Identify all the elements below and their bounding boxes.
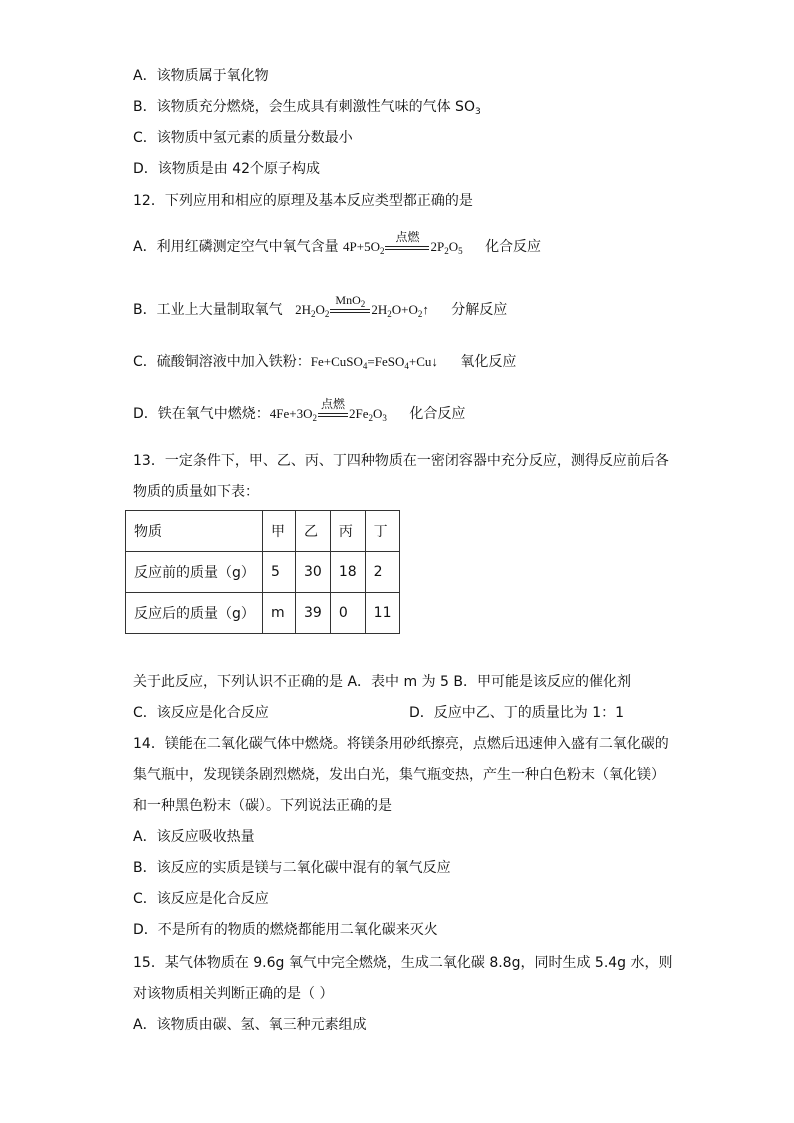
q13-option-d: D．反应中乙、丁的质量比为 1：1	[409, 705, 625, 721]
table-cell: m	[263, 593, 296, 634]
table-cell: 30	[296, 552, 331, 593]
q12-c-sub1: 4	[362, 361, 368, 371]
q12-c-type: 氧化反应	[460, 354, 517, 370]
up-arrow-icon: ↑	[422, 302, 429, 317]
q12-a-type: 化合反应	[485, 239, 542, 255]
q12-d-type: 化合反应	[409, 406, 466, 422]
q12-c-sub2: 4	[404, 361, 409, 371]
q12-b-right: 2H	[371, 302, 388, 317]
q11-option-c: C．该物质中氢元素的质量分数最小	[133, 130, 353, 146]
q12-b-equation	[295, 293, 429, 324]
mass-table	[125, 510, 400, 634]
q12-d-right: 2Fe	[349, 406, 369, 421]
table-header-row	[126, 511, 400, 552]
table-cell: 反应后的质量（g）	[126, 593, 263, 634]
q12-a-right: 2P	[430, 239, 445, 254]
q14-option-b: B．该反应的实质是镁与二氧化碳中混有的氧气反应	[133, 860, 451, 876]
q12-option-a	[133, 230, 542, 261]
q12-b-catalyst: MnO	[335, 293, 361, 308]
q12-option-b	[133, 293, 508, 324]
reaction-condition-sign	[385, 230, 429, 255]
q12-c-end: +Cu↓	[408, 354, 438, 369]
table-header-cell: 丁	[365, 511, 400, 552]
q12-d-left-sub: 2	[312, 413, 318, 423]
q12-option-c	[133, 352, 516, 376]
q12-a-label: A．利用红磷测定空气中氧气含量	[133, 239, 339, 255]
table-cell: 反应前的质量（g）	[126, 552, 263, 593]
table-row	[126, 593, 400, 634]
q11-option-d: D．该物质是由 42个原子构成	[133, 161, 321, 177]
q12-b-left-sub1: 2	[310, 309, 316, 319]
q12-b-right-rest: O+O	[391, 302, 418, 317]
q12-stem: 12．下列应用和相应的原理及基本反应类型都正确的是	[133, 193, 473, 209]
q12-b-right-sub2: 2	[417, 309, 423, 319]
table-row	[126, 552, 400, 593]
q11-option-a: A．该物质属于氧化物	[133, 68, 269, 84]
q11-option-b-text: B．该物质充分燃烧，会生成具有刺激性气味的气体 SO	[133, 99, 475, 115]
table-header-cell: 物质	[126, 511, 263, 552]
q13-stem-line2: 物质的质量如下表：	[133, 484, 259, 500]
q12-a-left: 4P+5O	[343, 239, 380, 254]
q12-d-right-sub2: 3	[382, 413, 387, 423]
q12-d-condition: 点燃	[321, 397, 346, 412]
table-cell: 11	[365, 593, 400, 634]
q12-d-equation	[269, 397, 387, 428]
q12-b-condition	[330, 290, 370, 314]
table-header-cell: 甲	[263, 511, 296, 552]
table-cell: 0	[330, 593, 365, 634]
table-cell: 5	[263, 552, 296, 593]
q12-d-label: D．铁在氧气中燃烧：	[133, 406, 270, 422]
q13-option-c: C．该反应是化合反应	[133, 705, 269, 721]
q14-stem-line3: 和一种黑色粉末（碳）。下列说法正确的是	[133, 798, 392, 814]
q12-c-equation	[311, 352, 438, 376]
q13-stem-line1: 13．一定条件下，甲、乙、丙、丁四种物质在一密闭容器中充分反应，测得反应前后各	[133, 453, 669, 469]
q12-a-equation	[343, 230, 463, 261]
q12-d-left: 4Fe+3O	[269, 406, 313, 421]
q12-c-label: C．硫酸铜溶液中加入铁粉：	[133, 354, 311, 370]
q15-option-a: A．该物质由碳、氢、氧三种元素组成	[133, 1017, 367, 1033]
q12-option-d	[133, 397, 466, 428]
q13-after-line: 关于此反应，下列认识不正确的是 A．表中 m 为 5 B．甲可能是该反应的催化剂	[133, 674, 631, 690]
q12-b-left-sub2: 2	[324, 309, 330, 319]
reaction-condition-sign	[330, 293, 370, 318]
q12-b-left-o: O	[315, 302, 325, 317]
q15-stem-line2: 对该物质相关判断正确的是（ ）	[133, 986, 334, 1002]
table-cell: 39	[296, 593, 331, 634]
q12-d-right-sub1: 2	[368, 413, 374, 423]
q14-option-d: D．不是所有的物质的燃烧都能用二氧化碳来灭火	[133, 922, 438, 938]
q12-a-left-sub: 2	[379, 246, 385, 256]
table-cell: 18	[330, 552, 365, 593]
reaction-condition-sign	[318, 397, 348, 422]
q15-stem-line1: 15．某气体物质在 9.6g 氧气中完全燃烧，生成二氧化碳 8.8g，同时生成 5.4g 水，则	[133, 955, 673, 971]
q12-b-right-sub: 2	[387, 309, 392, 319]
q12-b-label: B．工业上大量制取氧气	[133, 302, 283, 318]
q12-b-type: 分解反应	[451, 302, 508, 318]
q14-stem-line1: 14．镁能在二氧化碳气体中燃烧。将镁条用砂纸擦亮，点燃后迅速伸入盛有二氧化碳的	[133, 736, 669, 752]
q11-option-b-sub: 3	[474, 107, 481, 117]
q11-option-b	[133, 97, 481, 122]
q12-b-catalyst-sub: 2	[360, 299, 366, 310]
table-header-cell: 乙	[296, 511, 331, 552]
q12-b-left: 2H	[295, 302, 311, 317]
q12-a-right-sub1: 2	[444, 246, 449, 256]
q12-a-right-sub2: 5	[458, 246, 463, 256]
q12-d-right-o: O	[373, 406, 383, 421]
q14-option-c: C．该反应是化合反应	[133, 891, 269, 907]
q12-a-condition: 点燃	[395, 230, 420, 245]
q12-c-left: Fe+CuSO	[310, 354, 363, 369]
q12-a-right-o: O	[448, 239, 459, 254]
q14-stem-line2: 集气瓶中，发现镁条剧烈燃烧，发出白光，集气瓶变热，产生一种白色粉末（氧化镁）	[133, 767, 665, 783]
q12-c-right: =FeSO	[367, 354, 405, 369]
q14-option-a: A．该反应吸收热量	[133, 829, 255, 845]
table-header-cell: 丙	[330, 511, 365, 552]
table-cell: 2	[365, 552, 400, 593]
